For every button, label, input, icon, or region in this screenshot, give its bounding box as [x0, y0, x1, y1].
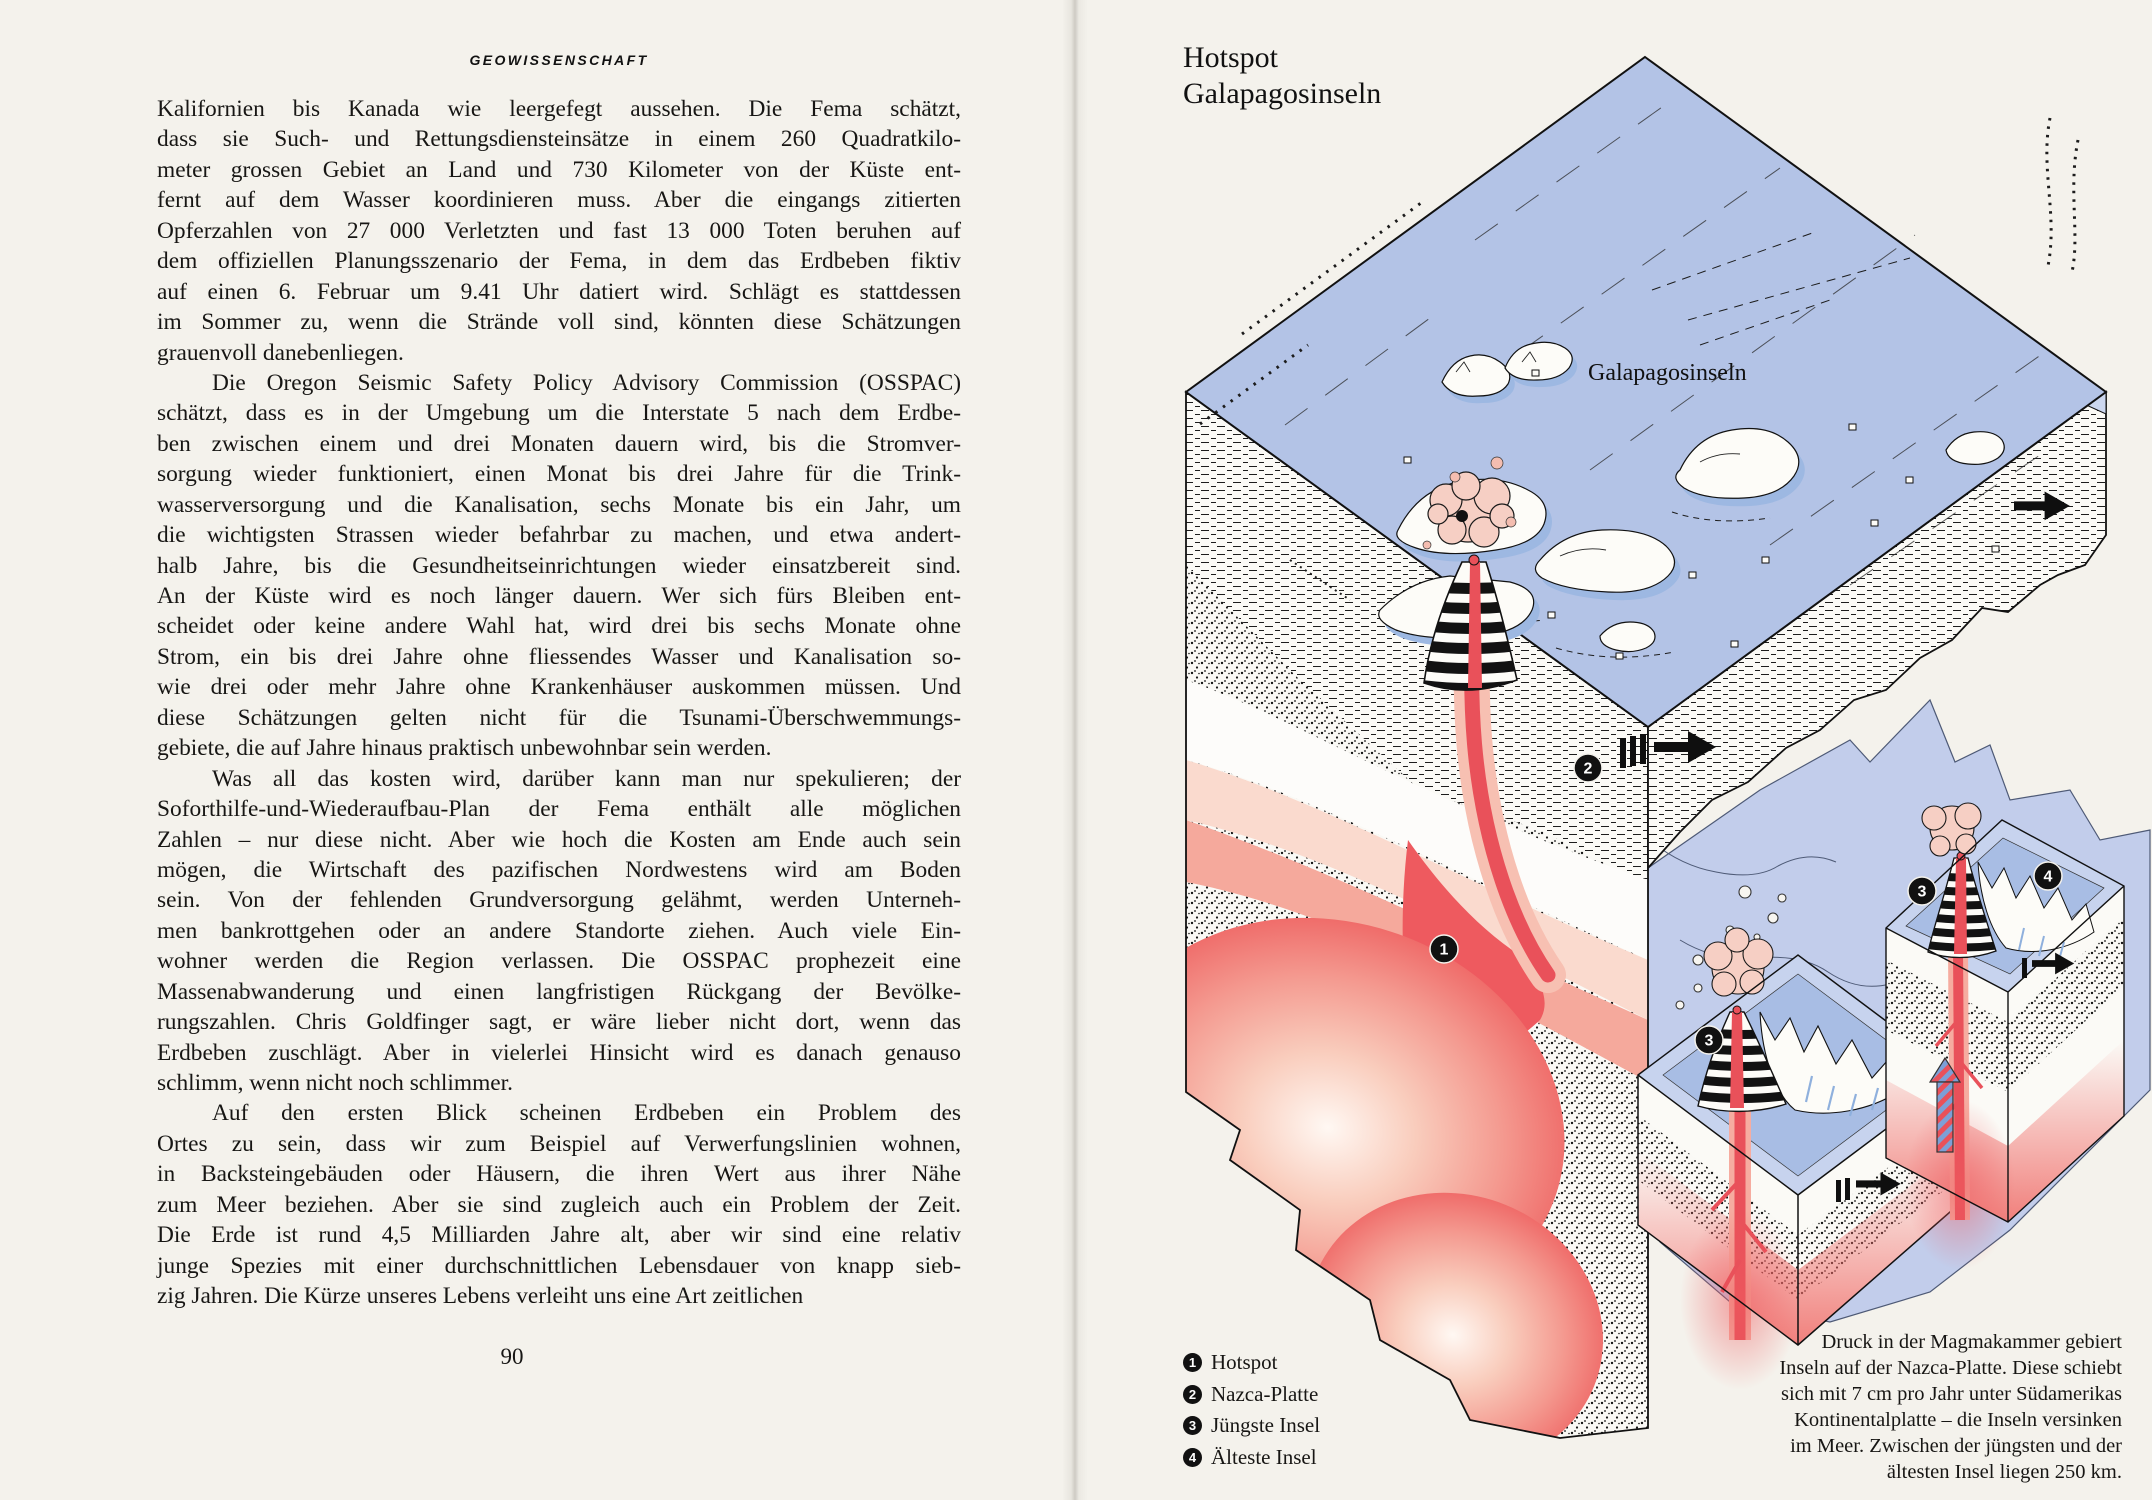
body-line: fernt auf dem Wasser koordinieren muss. Aber die eingangs zitierten — [157, 187, 961, 214]
body-line: Erdbeben zuschlägt. Aber in vielerlei Hinsicht wird es danach genauso — [157, 1039, 961, 1066]
body-line: meter grossen Gebiet an Land und 730 Kilometer von der Küste ent- — [157, 156, 961, 183]
marker-number: 1 — [1439, 941, 1449, 959]
body-line: Opferzahlen von 27 000 Verletzten und fast 13 000 Toten beruhen auf — [157, 217, 961, 244]
body-line: rungszahlen. Chris Goldfinger sagt, er wäre lieber nicht dort, wenn das — [157, 1009, 961, 1036]
legend-label: Jüngste Insel — [1211, 1413, 1321, 1437]
body-line: men bankrottgehen oder an andere Standorte ziehen. Auch viele Ein- — [157, 917, 961, 944]
body-line: halb Jahre, bis die Gesundheitseinrichtungen wieder einsatzbereit sind. — [157, 552, 961, 579]
body-line: An der Küste wird es noch länger dauern. Wer sich fürs Bleiben ent- — [157, 583, 961, 609]
diagram-caption — [1722, 1330, 2122, 1485]
legend-number-badge: 2 — [1183, 1385, 1202, 1404]
body-line: Auf den ersten Blick scheinen Erdbeben ein Problem des — [212, 1100, 961, 1127]
body-line: ben zwischen einem und drei Monaten dauern wird, bis die Stromver- — [157, 430, 961, 457]
legend-item — [1183, 1445, 1320, 1470]
island-label: Galapagosinseln — [1588, 360, 1747, 386]
body-line: Strom, ein bis drei Jahre ohne fliessendes Wasser und Kanalisation so- — [157, 643, 961, 670]
caption-line: ältesten Insel liegen 250 km. — [1886, 1460, 2122, 1483]
legend-item — [1183, 1350, 1320, 1375]
body-line: gebiete, die auf Jahre hinaus praktisch unbewohnbar sein werden. — [157, 735, 772, 762]
body-line: Soforthilfe-und-Wiederaufbau-Plan der Fema enthält alle möglichen — [157, 796, 961, 823]
body-line: schätzt, dass es in der Umgebung um die Interstate 5 nach dem Erdbe- — [157, 400, 961, 427]
marker-number: 3 — [1917, 883, 1927, 901]
body-line: Kalifornien bis Kanada wie leergefegt aussehen. Die Fema schätzt, — [157, 96, 961, 122]
caption-line: sich mit 7 cm pro Jahr unter Südamerikas — [1780, 1382, 2122, 1405]
caption-line: Druck in der Magmakammer gebiert — [1821, 1331, 2122, 1353]
body-line: dass sie Such- und Rettungsdiensteinsätze in einem 260 Quadratkilo- — [157, 126, 961, 153]
page-title — [1183, 40, 1381, 112]
body-text — [157, 94, 961, 1312]
legend-item — [1183, 1413, 1320, 1438]
body-line: junge Spezies mit einer durchschnittlichen Lebensdauer von knapp sieb- — [157, 1252, 961, 1279]
body-line: wie drei oder mehr Jahre ohne Krankenhäuser auskommen müssen. Und — [157, 674, 961, 701]
body-line: Die Erde ist rund 4,5 Milliarden Jahre alt, aber wir sind eine relativ — [157, 1222, 961, 1249]
body-line: Zahlen – nur diese nicht. Aber wie hoch die Kosten am Ende auch sein — [157, 826, 961, 853]
body-line: Ortes zu sein, dass wir zum Beispiel auf Verwerfungslinien wohnen, — [157, 1130, 961, 1157]
caption-line: Inseln auf der Nazca-Platte. Diese schiebt — [1779, 1356, 2122, 1379]
body-line: die wichtigsten Strassen wieder befahrbar zu machen, und etwa andert- — [157, 522, 961, 549]
legend-number-badge: 4 — [1183, 1448, 1202, 1467]
marker-number: 3 — [1704, 1032, 1714, 1050]
body-line: mögen, die Wirtschaft des pazifischen Nordwestens wird am Boden — [157, 856, 961, 883]
caption-line: im Meer. Zwischen der jüngsten und der — [1790, 1434, 2122, 1457]
caption-line: Kontinentalplatte – die Inseln versinken — [1794, 1408, 2122, 1431]
page-title-line: Galapagosinseln — [1183, 77, 1382, 110]
legend-item — [1183, 1382, 1320, 1407]
body-line: Die Oregon Seismic Safety Policy Advisory Commission (OSSPAC) — [212, 369, 961, 396]
body-line: wasserversorgung und die Kanalisation, sechs Monate bis ein Jahr, um — [157, 491, 961, 518]
body-line: diese Schätzungen gelten nicht für die Tsunami-Überschwemmungs- — [157, 704, 961, 731]
page-number: 90 — [500, 1344, 524, 1369]
body-line: zum Meer beziehen. Aber sie sind zugleich auch ein Problem der Zeit. — [157, 1191, 961, 1218]
page-gutter — [1062, 0, 1088, 1500]
legend-label: Hotspot — [1211, 1350, 1278, 1374]
marker-number: 2 — [1583, 760, 1593, 778]
body-line: im Sommer zu, wenn die Strände voll sind, könnten diese Schätzungen — [157, 309, 961, 336]
body-line: Was all das kosten wird, darüber kann man nur spekulieren; der — [212, 765, 961, 792]
body-line: scheidet oder keine andere Wahl hat, wird drei bis sechs Monate ohne — [157, 613, 961, 640]
body-line: zig Jahren. Die Kürze unseres Lebens verleiht uns eine Art zeitlichen — [157, 1283, 804, 1310]
diagram-legend — [1183, 1350, 1320, 1476]
body-line: grauenvoll danebenliegen. — [157, 339, 404, 366]
body-line: Massenabwanderung und einen langfristigen Rückgang der Bevölke- — [157, 978, 961, 1005]
legend-number-badge: 3 — [1183, 1416, 1202, 1435]
body-line: in Backsteingebäuden oder Häusern, die ihren Wert aus ihrer Nähe — [157, 1161, 961, 1188]
page-title-line: Hotspot — [1183, 41, 1279, 74]
body-line: wohner werden die Region verlassen. Die OSSPAC prophezeit eine — [157, 948, 961, 975]
body-line: schlimm, wenn nicht noch schlimmer. — [157, 1070, 513, 1096]
body-line: dem offiziellen Planungsszenario der Fema, in dem das Erdbeben fiktiv — [157, 248, 961, 275]
body-line: sein. Von der fehlenden Grundversorgung gelähmt, werden Unterneh- — [157, 887, 961, 914]
legend-number-badge: 1 — [1183, 1353, 1202, 1372]
body-line: auf einen 6. Februar um 9.41 Uhr datiert wird. Schlägt es stattdessen — [157, 278, 961, 305]
section-header: GEOWISSENSCHAFT — [469, 52, 649, 68]
body-line: sorgung wieder funktioniert, einen Monat bis drei Jahre für die Trink- — [157, 461, 961, 488]
legend-label: Älteste Insel — [1211, 1444, 1317, 1469]
legend-label: Nazca-Platte — [1211, 1381, 1319, 1406]
marker-number: 4 — [2043, 868, 2053, 886]
